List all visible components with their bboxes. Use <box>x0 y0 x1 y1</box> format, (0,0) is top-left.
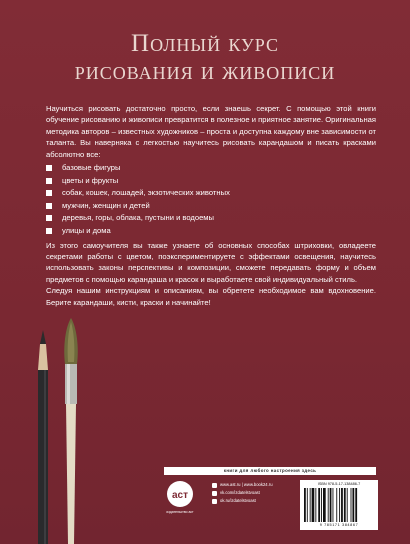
isbn-number: ISBN 978-5-17-138486-7 <box>317 482 361 486</box>
list-item: базовые фигуры <box>46 162 376 175</box>
vk-link[interactable]: vk.com/izdatelstvoast <box>212 489 273 497</box>
svg-text:аст: аст <box>171 490 189 501</box>
annotation-text <box>46 103 376 308</box>
paragraph-intro: Научиться рисовать достаточно просто, если знаешь секрет. С помощью этой книги обучение рисованию и живописи превратится в полезное и приятное занятие. Оригинальная методика авторов – известных художников – проста и доступна каждому вне зависимости от таланта. Вы наверняка с легкостью научитесь рисовать карандашом и писать красками абсолютно все: <box>46 104 376 159</box>
publisher-logo <box>164 480 196 508</box>
bullet-square-icon <box>46 228 52 234</box>
list-item: улицы и дома <box>46 225 376 238</box>
list-item: собак, кошек, лошадей, экзотических животных <box>46 187 376 200</box>
publisher-slogan-strip: книги для любого настроения здесь <box>164 467 376 475</box>
barcode-icon <box>304 488 374 522</box>
list-item: мужчин, женщин и детей <box>46 200 376 213</box>
publisher-links <box>212 481 273 505</box>
bullet-square-icon <box>46 165 52 171</box>
cover-title-line-1: Полный курс <box>131 30 279 57</box>
topics-list <box>46 162 376 238</box>
cover-title-line-2: рисования и живописи <box>74 58 336 85</box>
paragraph-techniques: Из этого самоучителя вы также узнаете об основных способах штриховки, овладеете секретами работы с цветом, поэкспериментируете с эффектами освещения, научитесь использовать законы перспективы и композиции, сможете передавать форму и объем предметов с помощью карандаша и красок и выработаете свой индивидуальный стиль. <box>46 240 376 284</box>
bullet-square-icon <box>46 203 52 209</box>
ok-link[interactable]: ok.ru/izdatelstvoast <box>212 497 273 505</box>
paint-brush-icon <box>58 318 84 544</box>
logo-caption: издательство аст <box>166 510 194 514</box>
list-item: цветы и фрукты <box>46 175 376 188</box>
globe-icon <box>212 483 217 488</box>
barcode-number: 9 785171 384867 <box>319 523 359 527</box>
website-link[interactable]: www.ast.ru | www.book24.ru <box>212 481 273 489</box>
bullet-square-icon <box>46 178 52 184</box>
pencil-icon <box>36 330 50 544</box>
bullet-square-icon <box>46 190 52 196</box>
barcode-panel <box>300 480 378 530</box>
paragraph-closing: Следуя нашим инструкциям и описаниям, вы обретете необходимое вам вдохновение. Берите карандаши, кисти, краски и начинайте! <box>46 286 376 307</box>
list-item: деревья, горы, облака, пустыни и водоемы <box>46 212 376 225</box>
ok-icon <box>212 499 217 504</box>
vk-icon <box>212 491 217 496</box>
bullet-square-icon <box>46 215 52 221</box>
